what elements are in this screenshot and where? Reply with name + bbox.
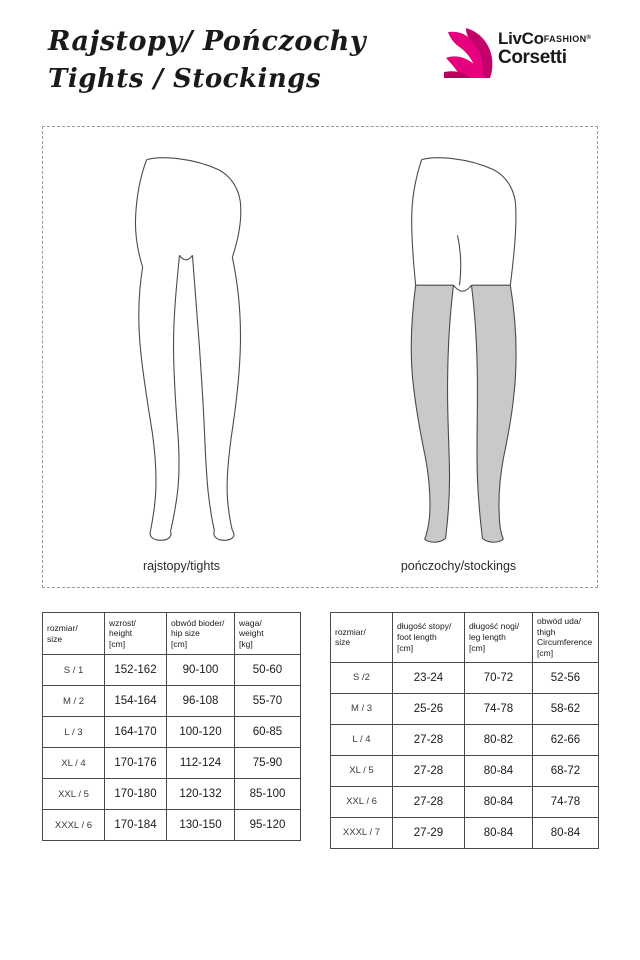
page-title bbox=[48, 22, 448, 99]
cell-hip: 96-108 bbox=[167, 686, 235, 717]
logo-line-1 bbox=[498, 30, 598, 47]
table-row bbox=[43, 655, 301, 686]
cell-leg-length: 70-72 bbox=[465, 662, 533, 693]
cell-leg-length: 80-82 bbox=[465, 724, 533, 755]
column-header-size: rozmiar/ size bbox=[331, 613, 393, 663]
cell-hip: 130-150 bbox=[167, 810, 235, 841]
cell-foot-length: 25-26 bbox=[393, 693, 465, 724]
cell-size: XL / 5 bbox=[331, 755, 393, 786]
cell-foot-length: 27-28 bbox=[393, 724, 465, 755]
cell-leg-length: 80-84 bbox=[465, 755, 533, 786]
tights-size-table bbox=[42, 612, 301, 841]
cell-size: XXL / 6 bbox=[331, 786, 393, 817]
cell-leg-length: 80-84 bbox=[465, 817, 533, 848]
table-row bbox=[43, 748, 301, 779]
cell-weight: 85-100 bbox=[235, 779, 301, 810]
cell-thigh: 58-62 bbox=[533, 693, 599, 724]
tights-illustration-block bbox=[43, 127, 320, 587]
page-title-line-2: Tights / Stockings bbox=[48, 64, 322, 95]
cell-size: S / 1 bbox=[43, 655, 105, 686]
column-header-leg-length: długość nogi/ leg length [cm] bbox=[465, 613, 533, 663]
cell-leg-length: 74-78 bbox=[465, 693, 533, 724]
table-row bbox=[331, 693, 599, 724]
cell-hip: 100-120 bbox=[167, 717, 235, 748]
logo-wordmark bbox=[498, 30, 598, 68]
cell-thigh: 74-78 bbox=[533, 786, 599, 817]
column-header-foot-length: długość stopy/ foot length [cm] bbox=[393, 613, 465, 663]
table-row bbox=[43, 686, 301, 717]
logo-line-2: Corsetti bbox=[498, 47, 567, 68]
cell-thigh: 52-56 bbox=[533, 662, 599, 693]
table-row bbox=[43, 717, 301, 748]
cell-weight: 75-90 bbox=[235, 748, 301, 779]
cell-foot-length: 27-28 bbox=[393, 755, 465, 786]
cell-height: 164-170 bbox=[105, 717, 167, 748]
table-row bbox=[331, 662, 599, 693]
cell-weight: 60-85 bbox=[235, 717, 301, 748]
cell-thigh: 62-66 bbox=[533, 724, 599, 755]
tights-illustration bbox=[43, 135, 320, 545]
table-row bbox=[43, 779, 301, 810]
cell-size: XXXL / 7 bbox=[331, 817, 393, 848]
cell-size: XXL / 5 bbox=[43, 779, 105, 810]
cell-foot-length: 23-24 bbox=[393, 662, 465, 693]
table-row bbox=[331, 786, 599, 817]
tights-caption: rajstopy/tights bbox=[142, 559, 221, 573]
cell-size: M / 2 bbox=[43, 686, 105, 717]
table-row bbox=[43, 810, 301, 841]
cell-hip: 120-132 bbox=[167, 779, 235, 810]
cell-height: 170-184 bbox=[105, 810, 167, 841]
column-header-height: wzrost/ height [cm] bbox=[105, 613, 167, 655]
cell-size: L / 3 bbox=[43, 717, 105, 748]
cell-size: XXXL / 6 bbox=[43, 810, 105, 841]
table-header-row bbox=[43, 613, 301, 655]
page-title-line-1: Rajstopy/ Pończochy bbox=[48, 26, 367, 57]
cell-hip: 90-100 bbox=[167, 655, 235, 686]
cell-height: 154-164 bbox=[105, 686, 167, 717]
cell-size: XL / 4 bbox=[43, 748, 105, 779]
cell-size: M / 3 bbox=[331, 693, 393, 724]
cell-size: L / 4 bbox=[331, 724, 393, 755]
column-header-size: rozmiar/ size bbox=[43, 613, 105, 655]
column-header-hip-size: obwód bioder/ hip size [cm] bbox=[167, 613, 235, 655]
stockings-caption: pończochy/stockings bbox=[400, 559, 517, 573]
table-row bbox=[331, 817, 599, 848]
illustration-panel bbox=[42, 126, 598, 588]
cell-weight: 55-70 bbox=[235, 686, 301, 717]
stockings-size-table bbox=[330, 612, 599, 849]
column-header-thigh-circumference: obwód uda/ thigh Circumference [cm] bbox=[533, 613, 599, 663]
cell-thigh: 80-84 bbox=[533, 817, 599, 848]
cell-weight: 95-120 bbox=[235, 810, 301, 841]
cell-height: 170-180 bbox=[105, 779, 167, 810]
logo-brand-fashion: FASHION bbox=[543, 34, 587, 44]
logo-registered-mark: ® bbox=[586, 35, 591, 41]
cell-hip: 112-124 bbox=[167, 748, 235, 779]
stockings-illustration-block bbox=[320, 127, 597, 587]
column-header-weight: waga/ weight [kg] bbox=[235, 613, 301, 655]
table-header-row bbox=[331, 613, 599, 663]
cell-foot-length: 27-28 bbox=[393, 786, 465, 817]
logo-brand-livco: LivCo bbox=[498, 29, 544, 48]
table-row bbox=[331, 724, 599, 755]
brand-logo bbox=[442, 26, 598, 82]
cell-height: 170-176 bbox=[105, 748, 167, 779]
cell-foot-length: 27-29 bbox=[393, 817, 465, 848]
stockings-illustration bbox=[320, 135, 597, 545]
cell-weight: 50-60 bbox=[235, 655, 301, 686]
cell-height: 152-162 bbox=[105, 655, 167, 686]
table-row bbox=[331, 755, 599, 786]
page-header bbox=[42, 18, 598, 118]
cell-leg-length: 80-84 bbox=[465, 786, 533, 817]
cell-thigh: 68-72 bbox=[533, 755, 599, 786]
cell-size: S /2 bbox=[331, 662, 393, 693]
